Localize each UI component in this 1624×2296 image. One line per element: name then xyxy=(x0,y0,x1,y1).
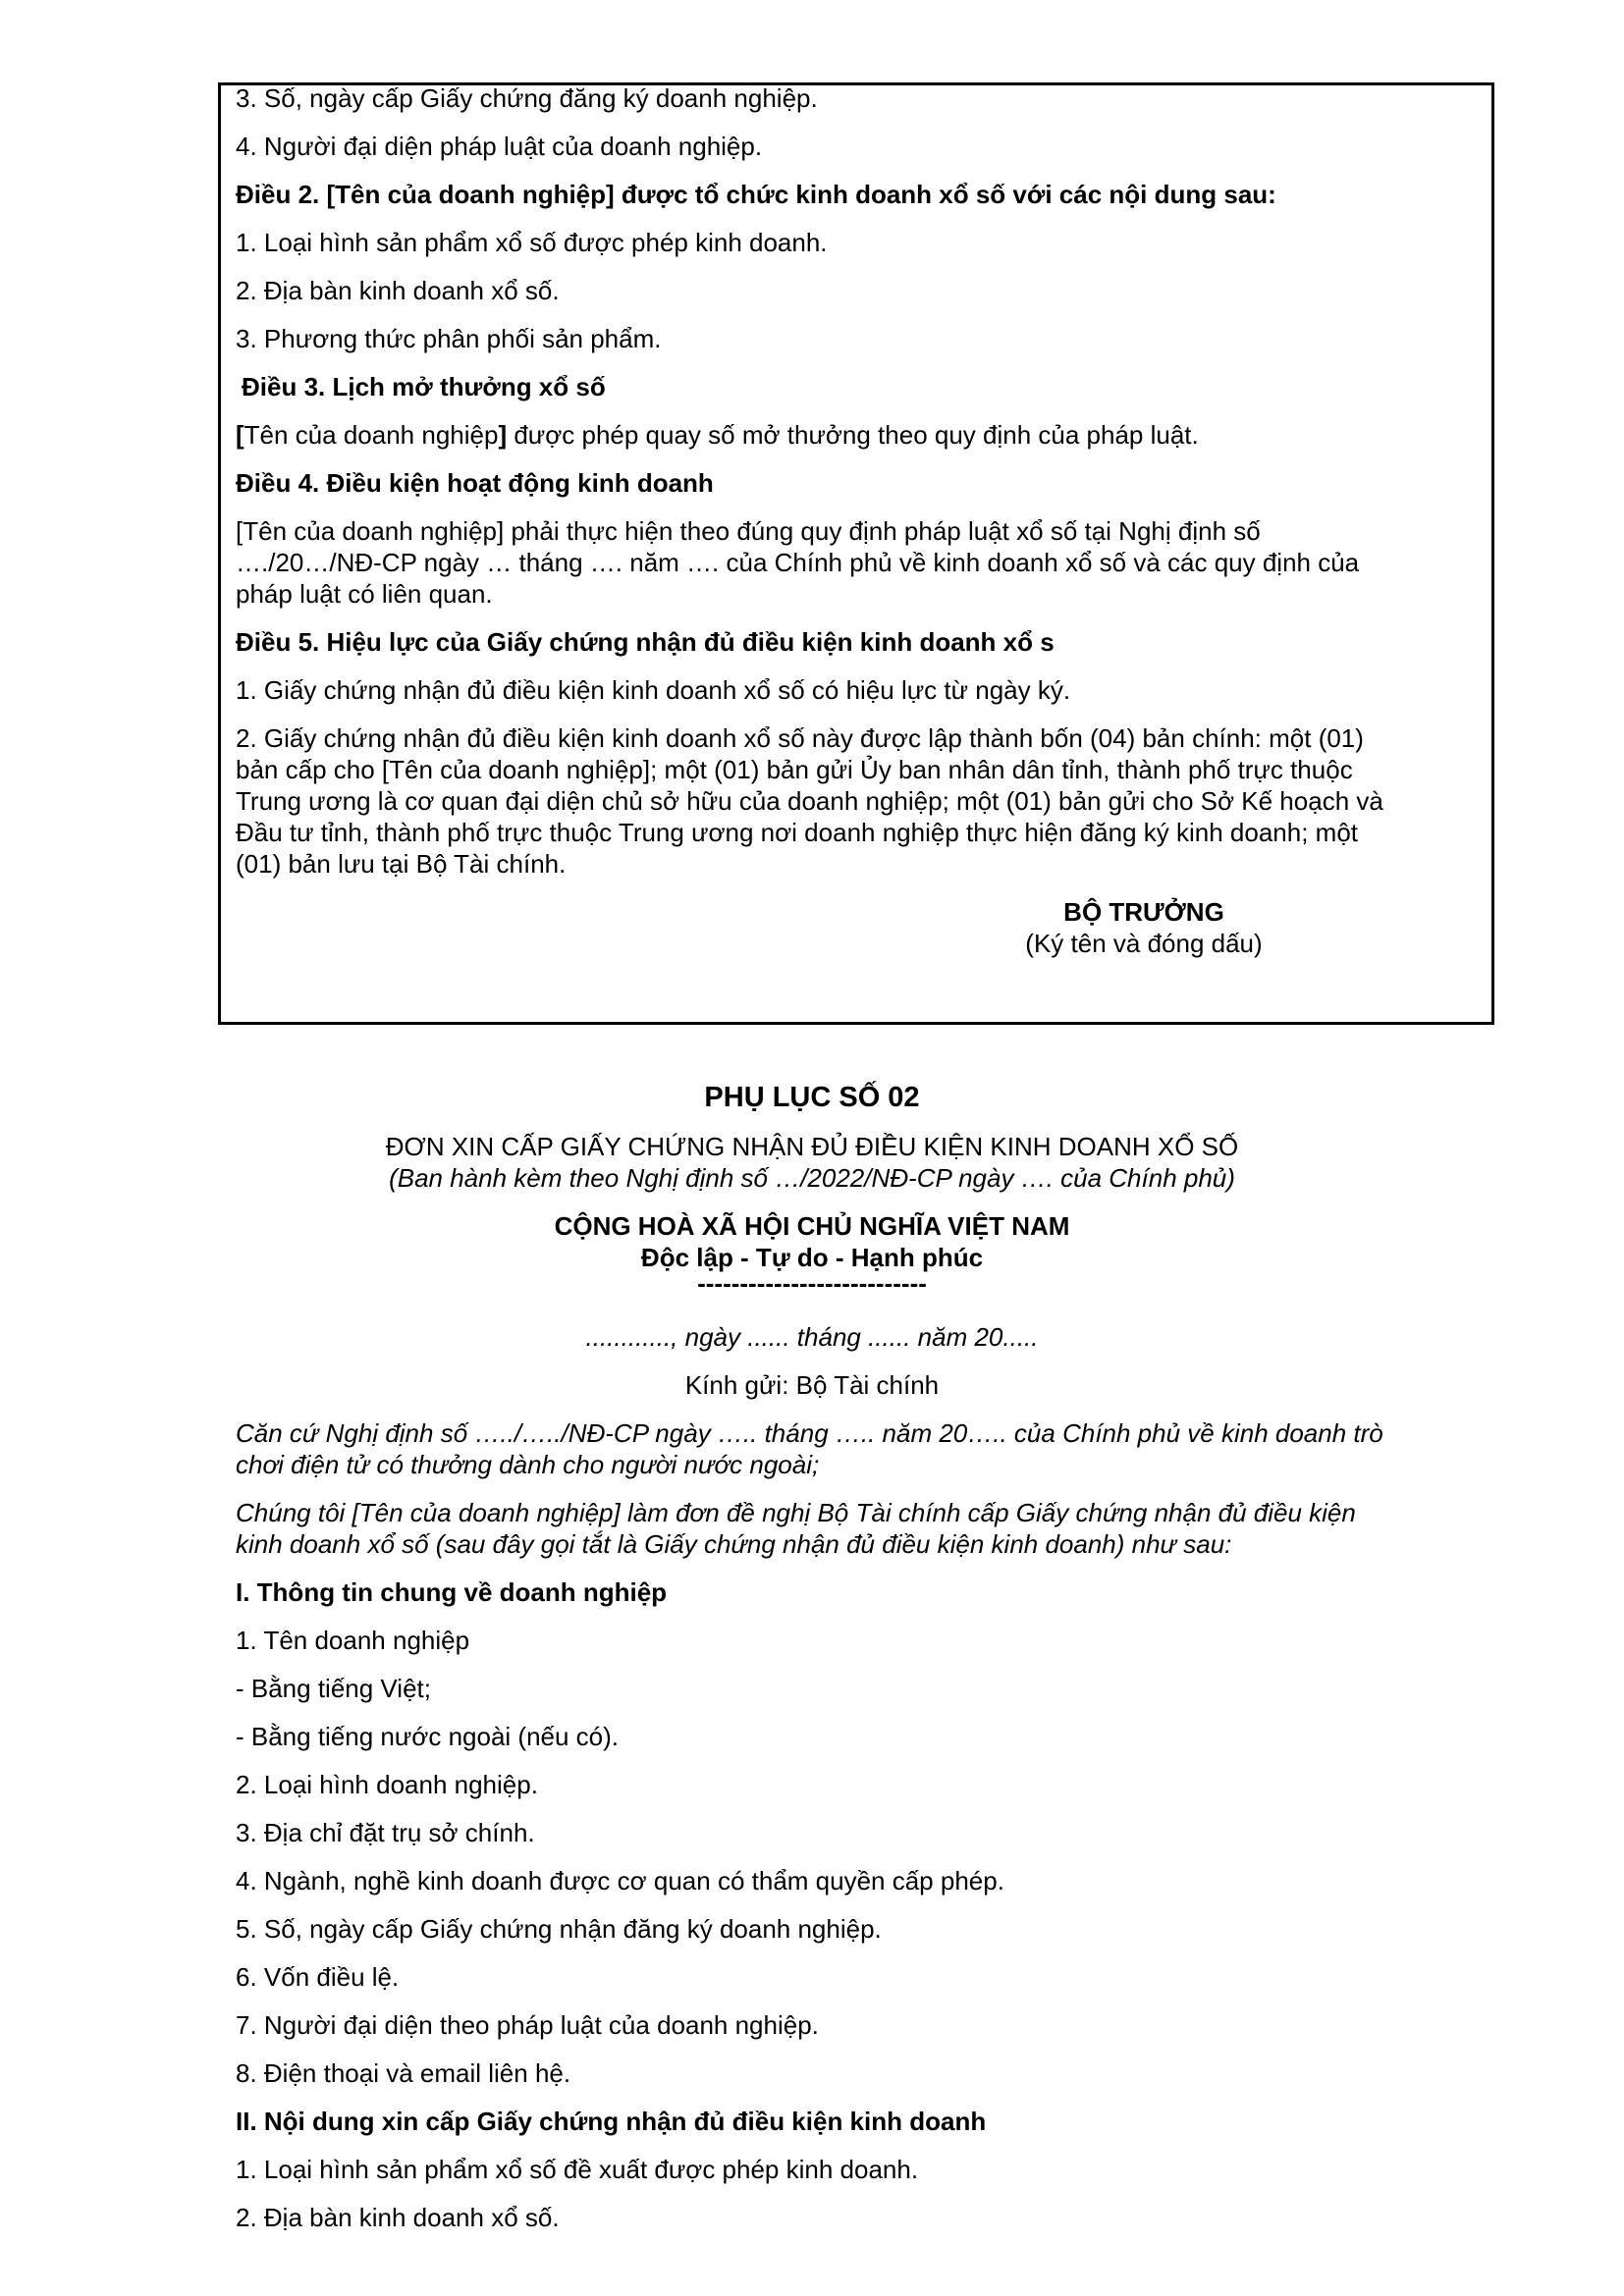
article-4-line-1: [Tên của doanh nghiệp] phải thực hiện theo đúng quy định pháp luật xổ số tại Nghị định số xyxy=(236,516,1261,546)
request-line-1: Chúng tôi [Tên của doanh nghiệp] làm đơn đề nghị Bộ Tài chính cấp Giấy chứng nhận đủ điều kiện xyxy=(236,1498,1356,1527)
article-4-line-2: …./20…/NĐ-CP ngày … tháng …. năm …. của Chính phủ về kinh doanh xổ số và các quy định của xyxy=(236,548,1360,577)
section-1-item: - Bằng tiếng nước ngoài (nếu có). xyxy=(236,1722,620,1751)
box-line-registration: 3. Số, ngày cấp Giấy chứng đăng ký doanh nghiệp. xyxy=(236,83,818,113)
article-5-item-2-line-4: Đầu tư tỉnh, thành phố trực thuộc Trung ương nơi doanh nghiệp thực hiện đăng ký kinh doanh; một xyxy=(236,818,1358,847)
article-3-heading: Điều 3. Lịch mở thưởng xổ số xyxy=(242,372,606,401)
legal-basis-line-1: Căn cứ Nghị định số …../…../NĐ-CP ngày ….. tháng ….. năm 20….. của Chính phủ về kinh doanh trò xyxy=(236,1418,1383,1448)
section-1-item: 8. Điện thoại và email liên hệ. xyxy=(236,2058,571,2088)
section-2-item: 1. Loại hình sản phẩm xổ số đề xuất được phép kinh doanh. xyxy=(236,2155,919,2184)
article-2-heading: Điều 2. [Tên của doanh nghiệp] được tổ chức kinh doanh xổ số với các nội dung sau: xyxy=(236,180,1276,209)
appendix-title: PHỤ LỤC SỐ 02 xyxy=(704,1082,920,1113)
section-1-item: 6. Vốn điều lệ. xyxy=(236,1962,400,1992)
section-1-item: 5. Số, ngày cấp Giấy chứng nhận đăng ký doanh nghiệp. xyxy=(236,1914,882,1944)
box-line-representative: 4. Người đại diện pháp luật của doanh nghiệp. xyxy=(236,132,763,161)
enterprise-name-placeholder: Tên của doanh nghiệp xyxy=(244,420,499,450)
request-line-2: kinh doanh xổ số (sau đây gọi tắt là Giấy chứng nhận đủ điều kiện kinh doanh) như sau: xyxy=(236,1529,1232,1559)
section-1-item: 1. Tên doanh nghiệp xyxy=(236,1626,470,1655)
motto-rule: --------------------------- xyxy=(697,1268,927,1298)
signature-note: (Ký tên và đóng dấu) xyxy=(1025,929,1263,958)
section-1-item: 7. Người đại diện theo pháp luật của doanh nghiệp. xyxy=(236,2010,819,2040)
article-5-item-2-line-5: (01) bản lưu tại Bộ Tài chính. xyxy=(236,849,567,879)
section-1-item: 2. Loại hình doanh nghiệp. xyxy=(236,1770,538,1799)
section-2-item: 2. Địa bàn kinh doanh xổ số. xyxy=(236,2203,560,2232)
article-5-item-2-line-2: bản cấp cho [Tên của doanh nghiệp]; một (01) bản gửi Ủy ban nhân dân tỉnh, thành phố trực thuộc xyxy=(236,755,1353,784)
appendix-issued-note: (Ban hành kèm theo Nghị định số …/2022/NĐ-CP ngày …. của Chính phủ) xyxy=(389,1163,1235,1193)
article-2-item-1: 1. Loại hình sản phẩm xổ số được phép kinh doanh. xyxy=(236,228,828,257)
section-1-heading: I. Thông tin chung về doanh nghiệp xyxy=(236,1577,668,1607)
bracket-close: ] xyxy=(498,420,508,450)
section-1-item: 4. Ngành, nghề kinh doanh được cơ quan có thẩm quyền cấp phép. xyxy=(236,1866,1004,1896)
national-motto: Độc lập - Tự do - Hạnh phúc xyxy=(640,1243,984,1272)
article-4-line-3: pháp luật có liên quan. xyxy=(236,579,493,609)
bracket-open: [ xyxy=(236,420,244,450)
legal-basis-line-2: chơi điện tử có thưởng dành cho người nước ngoài; xyxy=(236,1450,820,1479)
recipient-line: Kính gửi: Bộ Tài chính xyxy=(684,1370,940,1400)
signature-title: BỘ TRƯỞNG xyxy=(1063,897,1224,927)
section-1-item: 3. Địa chỉ đặt trụ sở chính. xyxy=(236,1818,535,1847)
nation-name: CỘNG HOÀ XÃ HỘI CHỦ NGHĨA VIỆT NAM xyxy=(554,1211,1070,1241)
article-2-item-2: 2. Địa bàn kinh doanh xổ số. xyxy=(236,276,560,305)
section-1-item: - Bằng tiếng Việt; xyxy=(236,1674,431,1703)
article-5-heading: Điều 5. Hiệu lực của Giấy chứng nhận đủ điều kiện kinh doanh xổ s xyxy=(236,627,1055,657)
article-5-item-2-line-1: 2. Giấy chứng nhận đủ điều kiện kinh doanh xổ số này được lập thành bốn (04) bản chính: một (01) xyxy=(236,723,1364,753)
article-5-item-1: 1. Giấy chứng nhận đủ điều kiện kinh doanh xổ số có hiệu lực từ ngày ký. xyxy=(236,675,1071,705)
article-4-heading: Điều 4. Điều kiện hoạt động kinh doanh xyxy=(236,468,714,498)
article-3-rest: được phép quay số mở thưởng theo quy định của pháp luật. xyxy=(507,420,1199,450)
section-2-heading: II. Nội dung xin cấp Giấy chứng nhận đủ điều kiện kinh doanh xyxy=(236,2107,987,2136)
article-2-item-3: 3. Phương thức phân phối sản phẩm. xyxy=(236,324,662,353)
article-3-text xyxy=(236,419,1199,451)
date-line: ............, ngày ...... tháng ...... năm 20..... xyxy=(585,1322,1039,1352)
appendix-subtitle: ĐƠN XIN CẤP GIẤY CHỨNG NHẬN ĐỦ ĐIỀU KIỆN KINH DOANH XỔ SỐ xyxy=(385,1132,1239,1161)
article-5-item-2-line-3: Trung ương là cơ quan đại diện chủ sở hữu của doanh nghiệp; một (01) bản gửi cho Sở Kế hoạch và xyxy=(236,786,1383,816)
